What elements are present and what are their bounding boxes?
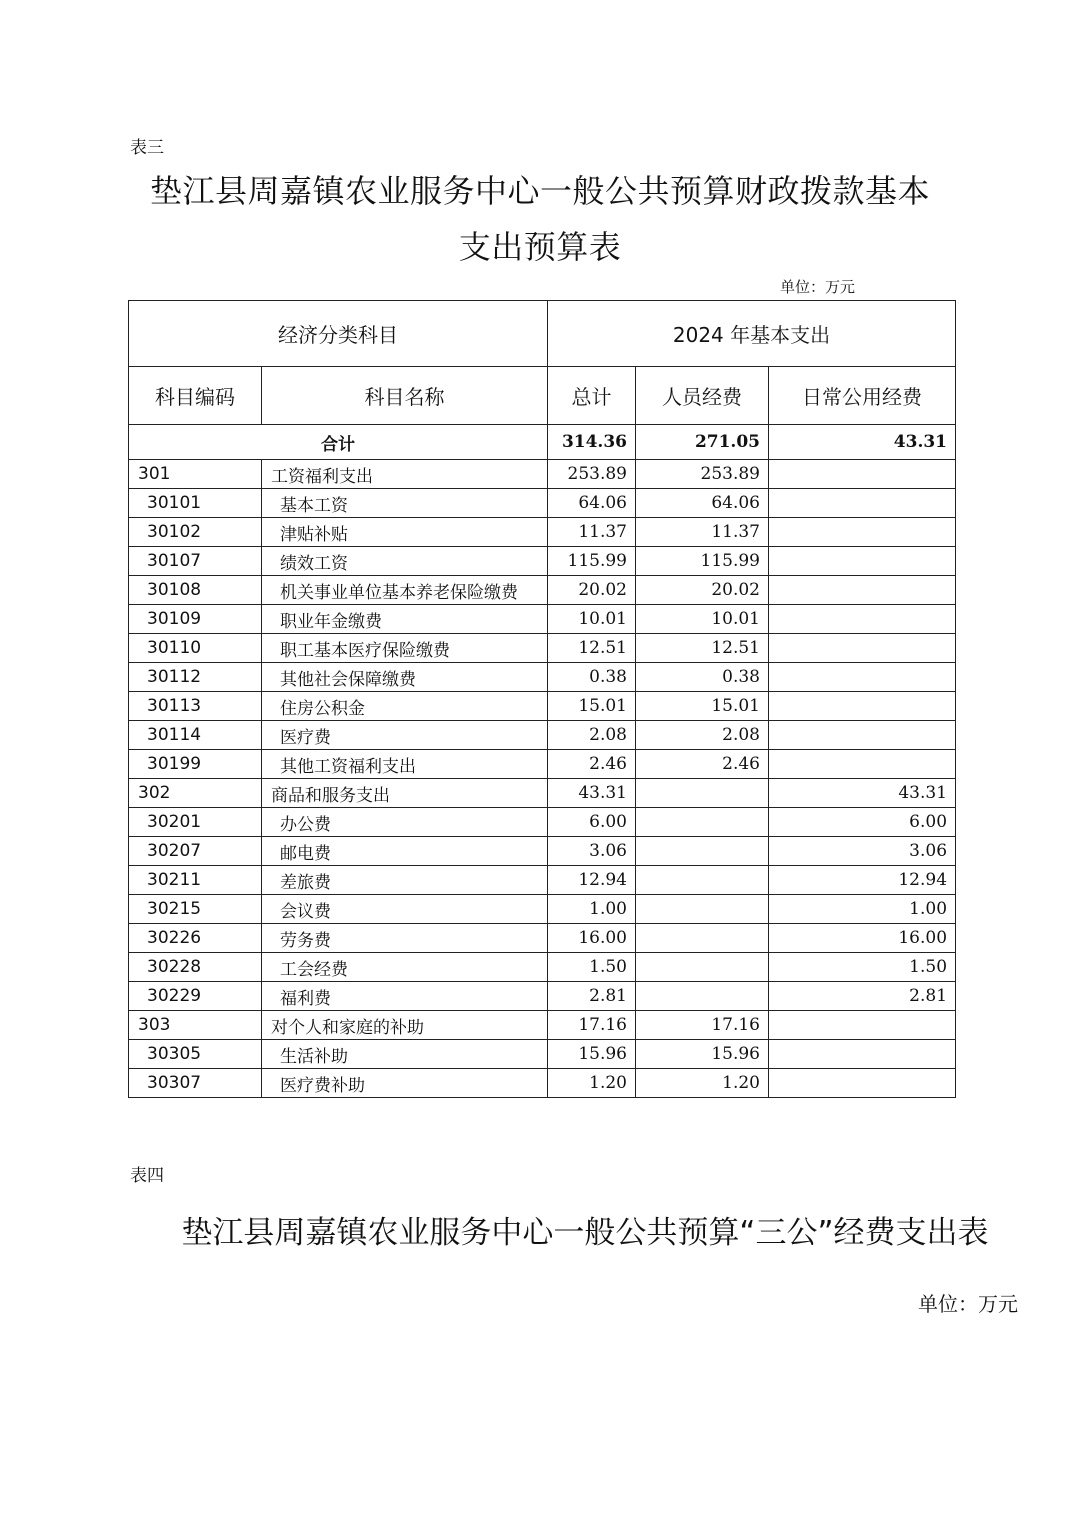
subject-name-cell: 医疗费补助 bbox=[262, 1069, 548, 1098]
public-cell: 3.06 bbox=[769, 837, 956, 866]
table-row bbox=[129, 460, 956, 489]
table-row bbox=[129, 1040, 956, 1069]
public-cell bbox=[769, 1069, 956, 1098]
personnel-cell: 253.89 bbox=[636, 460, 769, 489]
subject-name-cell: 其他社会保障缴费 bbox=[262, 663, 548, 692]
subject-name-cell: 机关事业单位基本养老保险缴费 bbox=[262, 576, 548, 605]
header-total: 总计 bbox=[548, 367, 636, 425]
subject-name-cell: 其他工资福利支出 bbox=[262, 750, 548, 779]
subject-name-cell: 差旅费 bbox=[262, 866, 548, 895]
total-cell: 15.96 bbox=[548, 1040, 636, 1069]
public-cell: 1.00 bbox=[769, 895, 956, 924]
subject-name-cell: 绩效工资 bbox=[262, 547, 548, 576]
personnel-cell bbox=[636, 808, 769, 837]
subject-code-cell: 30108 bbox=[129, 576, 262, 605]
public-cell: 43.31 bbox=[769, 779, 956, 808]
subject-code-cell: 302 bbox=[129, 779, 262, 808]
header-row-group bbox=[129, 301, 956, 367]
personnel-cell: 12.51 bbox=[636, 634, 769, 663]
subject-code-cell: 30307 bbox=[129, 1069, 262, 1098]
public-cell: 2.81 bbox=[769, 982, 956, 1011]
table-row bbox=[129, 866, 956, 895]
public-cell bbox=[769, 663, 956, 692]
subject-code-cell: 30215 bbox=[129, 895, 262, 924]
total-cell: 0.38 bbox=[548, 663, 636, 692]
public-cell bbox=[769, 1011, 956, 1040]
table3-title bbox=[100, 163, 980, 275]
table-row bbox=[129, 547, 956, 576]
subject-name-cell: 生活补助 bbox=[262, 1040, 548, 1069]
subject-name-cell: 邮电费 bbox=[262, 837, 548, 866]
total-cell: 2.08 bbox=[548, 721, 636, 750]
subject-code-cell: 30229 bbox=[129, 982, 262, 1011]
table-row bbox=[129, 924, 956, 953]
personnel-cell bbox=[636, 953, 769, 982]
public-cell bbox=[769, 547, 956, 576]
personnel-cell: 1.20 bbox=[636, 1069, 769, 1098]
total-public: 43.31 bbox=[769, 425, 956, 460]
table-row bbox=[129, 489, 956, 518]
public-cell bbox=[769, 721, 956, 750]
subject-code-cell: 30201 bbox=[129, 808, 262, 837]
table3-label: 表三 bbox=[130, 138, 164, 158]
total-cell: 16.00 bbox=[548, 924, 636, 953]
table-row bbox=[129, 576, 956, 605]
personnel-cell: 15.01 bbox=[636, 692, 769, 721]
public-cell bbox=[769, 489, 956, 518]
subject-name-cell: 福利费 bbox=[262, 982, 548, 1011]
personnel-cell: 115.99 bbox=[636, 547, 769, 576]
personnel-cell bbox=[636, 866, 769, 895]
total-cell: 17.16 bbox=[548, 1011, 636, 1040]
personnel-cell: 20.02 bbox=[636, 576, 769, 605]
personnel-cell bbox=[636, 982, 769, 1011]
subject-code-cell: 30226 bbox=[129, 924, 262, 953]
total-row bbox=[129, 425, 956, 460]
total-cell: 64.06 bbox=[548, 489, 636, 518]
subject-code-cell: 30114 bbox=[129, 721, 262, 750]
subject-name-cell: 医疗费 bbox=[262, 721, 548, 750]
total-cell: 115.99 bbox=[548, 547, 636, 576]
subject-code-cell: 30211 bbox=[129, 866, 262, 895]
total-cell: 10.01 bbox=[548, 605, 636, 634]
public-cell bbox=[769, 750, 956, 779]
header-economic-category: 经济分类科目 bbox=[129, 301, 548, 367]
subject-code-cell: 30110 bbox=[129, 634, 262, 663]
total-personnel: 271.05 bbox=[636, 425, 769, 460]
personnel-cell: 2.46 bbox=[636, 750, 769, 779]
table-row bbox=[129, 1069, 956, 1098]
table3-unit: 单位：万元 bbox=[780, 278, 856, 296]
header-subject-name: 科目名称 bbox=[262, 367, 548, 425]
public-cell bbox=[769, 518, 956, 547]
table4-title: 垫江县周嘉镇农业服务中心一般公共预算“三公”经费支出表 bbox=[181, 1215, 989, 1251]
subject-code-cell: 303 bbox=[129, 1011, 262, 1040]
personnel-cell: 2.08 bbox=[636, 721, 769, 750]
table-row bbox=[129, 605, 956, 634]
public-cell: 12.94 bbox=[769, 866, 956, 895]
public-cell bbox=[769, 576, 956, 605]
public-cell: 16.00 bbox=[769, 924, 956, 953]
header-subject-code: 科目编码 bbox=[129, 367, 262, 425]
total-cell: 15.01 bbox=[548, 692, 636, 721]
subject-name-cell: 职业年金缴费 bbox=[262, 605, 548, 634]
table3-title-line2: 支出预算表 bbox=[458, 228, 622, 266]
subject-name-cell: 会议费 bbox=[262, 895, 548, 924]
subject-code-cell: 30207 bbox=[129, 837, 262, 866]
total-cell: 2.46 bbox=[548, 750, 636, 779]
table-row bbox=[129, 634, 956, 663]
subject-name-cell: 住房公积金 bbox=[262, 692, 548, 721]
total-cell: 12.94 bbox=[548, 866, 636, 895]
subject-name-cell: 商品和服务支出 bbox=[262, 779, 548, 808]
personnel-cell bbox=[636, 924, 769, 953]
subject-name-cell: 对个人和家庭的补助 bbox=[262, 1011, 548, 1040]
personnel-cell: 64.06 bbox=[636, 489, 769, 518]
header-row-columns bbox=[129, 367, 956, 425]
subject-code-cell: 30112 bbox=[129, 663, 262, 692]
total-cell: 11.37 bbox=[548, 518, 636, 547]
table-row bbox=[129, 895, 956, 924]
total-cell: 1.20 bbox=[548, 1069, 636, 1098]
table-row bbox=[129, 1011, 956, 1040]
personnel-cell: 17.16 bbox=[636, 1011, 769, 1040]
subject-code-cell: 30102 bbox=[129, 518, 262, 547]
public-cell: 1.50 bbox=[769, 953, 956, 982]
subject-name-cell: 工会经费 bbox=[262, 953, 548, 982]
subject-name-cell: 基本工资 bbox=[262, 489, 548, 518]
table-row bbox=[129, 663, 956, 692]
table-row bbox=[129, 808, 956, 837]
subject-name-cell: 工资福利支出 bbox=[262, 460, 548, 489]
total-cell: 1.00 bbox=[548, 895, 636, 924]
header-personnel-expense: 人员经费 bbox=[636, 367, 769, 425]
subject-name-cell: 办公费 bbox=[262, 808, 548, 837]
public-cell bbox=[769, 1040, 956, 1069]
total-cell: 253.89 bbox=[548, 460, 636, 489]
subject-name-cell: 职工基本医疗保险缴费 bbox=[262, 634, 548, 663]
subject-name-cell: 津贴补贴 bbox=[262, 518, 548, 547]
basic-expenditure-table bbox=[128, 300, 956, 1098]
header-basic-expenditure-year: 2024 年基本支出 bbox=[548, 301, 956, 367]
subject-name-cell: 劳务费 bbox=[262, 924, 548, 953]
table3-title-line1: 垫江县周嘉镇农业服务中心一般公共预算财政拨款基本 bbox=[149, 172, 930, 210]
subject-code-cell: 30109 bbox=[129, 605, 262, 634]
personnel-cell bbox=[636, 779, 769, 808]
public-cell bbox=[769, 460, 956, 489]
personnel-cell: 15.96 bbox=[636, 1040, 769, 1069]
subject-code-cell: 30228 bbox=[129, 953, 262, 982]
personnel-cell: 11.37 bbox=[636, 518, 769, 547]
personnel-cell: 10.01 bbox=[636, 605, 769, 634]
table-row bbox=[129, 518, 956, 547]
table-row bbox=[129, 721, 956, 750]
subject-code-cell: 30199 bbox=[129, 750, 262, 779]
total-cell: 1.50 bbox=[548, 953, 636, 982]
total-sum: 314.36 bbox=[548, 425, 636, 460]
table4-unit: 单位：万元 bbox=[918, 1292, 1018, 1316]
public-cell bbox=[769, 634, 956, 663]
subject-code-cell: 30113 bbox=[129, 692, 262, 721]
total-cell: 6.00 bbox=[548, 808, 636, 837]
table-row bbox=[129, 779, 956, 808]
subject-code-cell: 301 bbox=[129, 460, 262, 489]
header-public-expense: 日常公用经费 bbox=[769, 367, 956, 425]
personnel-cell bbox=[636, 895, 769, 924]
total-cell: 2.81 bbox=[548, 982, 636, 1011]
subject-code-cell: 30107 bbox=[129, 547, 262, 576]
public-cell bbox=[769, 692, 956, 721]
table-row bbox=[129, 953, 956, 982]
total-cell: 12.51 bbox=[548, 634, 636, 663]
subject-code-cell: 30305 bbox=[129, 1040, 262, 1069]
personnel-cell bbox=[636, 837, 769, 866]
table-row bbox=[129, 750, 956, 779]
subject-code-cell: 30101 bbox=[129, 489, 262, 518]
table-row bbox=[129, 837, 956, 866]
public-cell bbox=[769, 605, 956, 634]
total-label: 合计 bbox=[129, 425, 548, 460]
total-cell: 3.06 bbox=[548, 837, 636, 866]
total-cell: 20.02 bbox=[548, 576, 636, 605]
table-row bbox=[129, 982, 956, 1011]
personnel-cell: 0.38 bbox=[636, 663, 769, 692]
total-cell: 43.31 bbox=[548, 779, 636, 808]
public-cell: 6.00 bbox=[769, 808, 956, 837]
table4-label: 表四 bbox=[130, 1166, 164, 1186]
table-row bbox=[129, 692, 956, 721]
